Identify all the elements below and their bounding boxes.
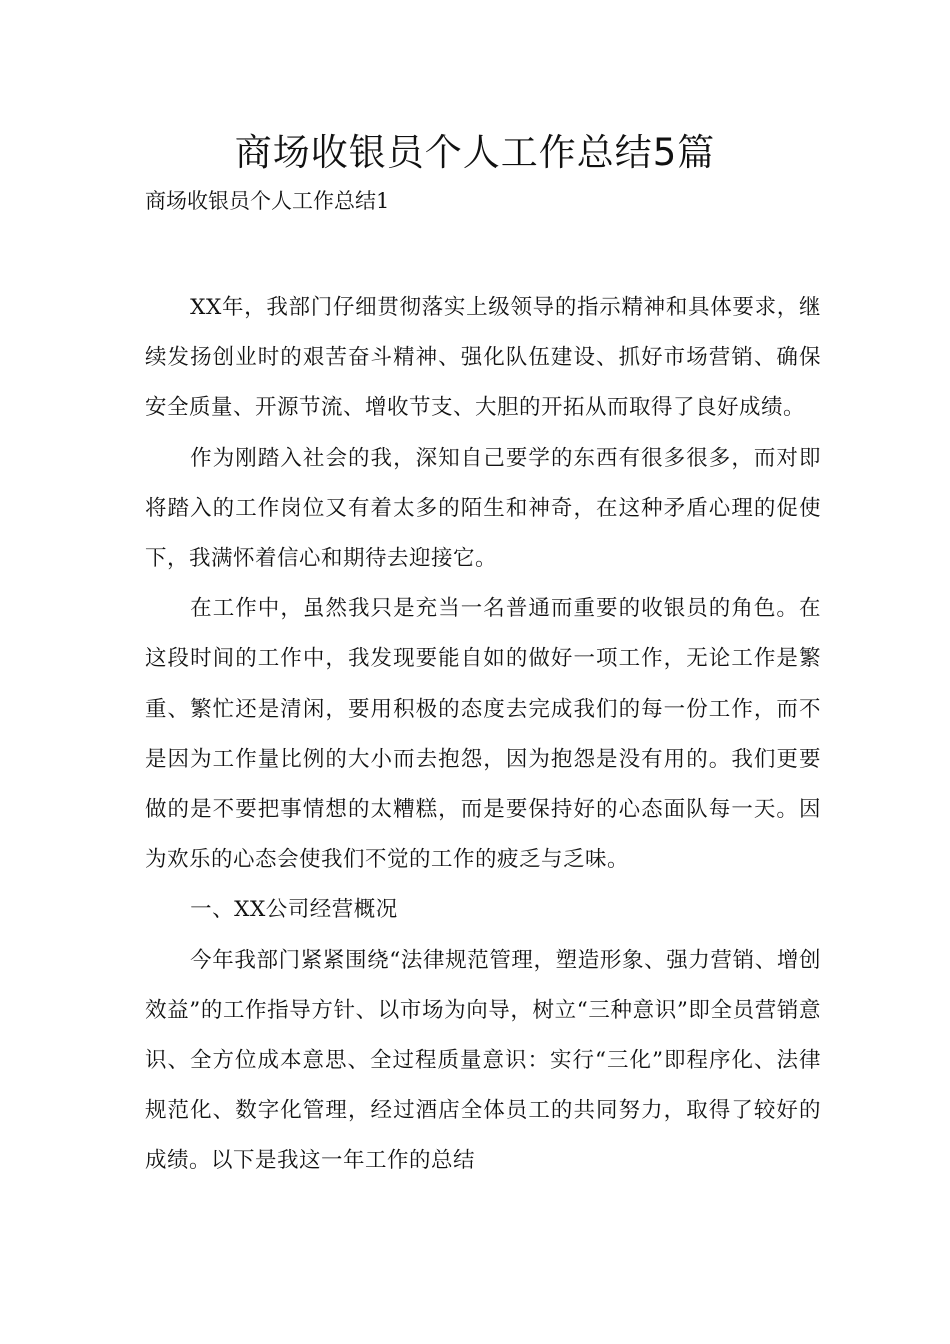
section-heading-overview: 一、XX公司经营概况 bbox=[190, 897, 398, 923]
paragraph-newcomer: 作为刚踏入社会的我，深知自己要学的东西有很多很多，而对即将踏入的工作岗位又有着太多的陌生和神奇，在这种矛盾心理的促使下，我满怀着信心和期待去迎接它。 bbox=[145, 445, 821, 572]
section-subtitle: 商场收银员个人工作总结1 bbox=[145, 189, 390, 213]
paragraph-overview: 今年我部门紧紧围绕“法律规范管理，塑造形象、强力营销、增创效益”的工作指导方针、以市场为向导，树立“三种意识”即全员营销意识、全方位成本意思、全过程质量意识：实行“三化”即程序化、法律规范化、数字化管理，经过酒店全体员工的共同努力，取得了较好的成绩。以下是我这一年工作的总结 bbox=[145, 947, 821, 1174]
paragraph-work-attitude: 在工作中，虽然我只是充当一名普通而重要的收银员的角色。在这段时间的工作中，我发现要能自如的做好一项工作，无论工作是繁重、繁忙还是清闲，要用积极的态度去完成我们的每一份工作，而不是因为工作量比例的大小而去抱怨，因为抱怨是没有用的。我们更要做的是不要把事情想的太糟糕，而是要保持好的心态面队每一天。因为欢乐的心态会使我们不觉的工作的疲乏与乏味。 bbox=[145, 596, 821, 873]
paragraph-intro: XX年，我部门仔细贯彻落实上级领导的指示精神和具体要求，继续发扬创业时的艰苦奋斗精神、强化队伍建设、抓好市场营销、确保安全质量、开源节流、增收节支、大胆的开拓从而取得了良好成绩。 bbox=[145, 295, 821, 421]
document-body bbox=[145, 283, 821, 1187]
document-title: 商场收银员个人工作总结5篇 bbox=[234, 131, 716, 174]
